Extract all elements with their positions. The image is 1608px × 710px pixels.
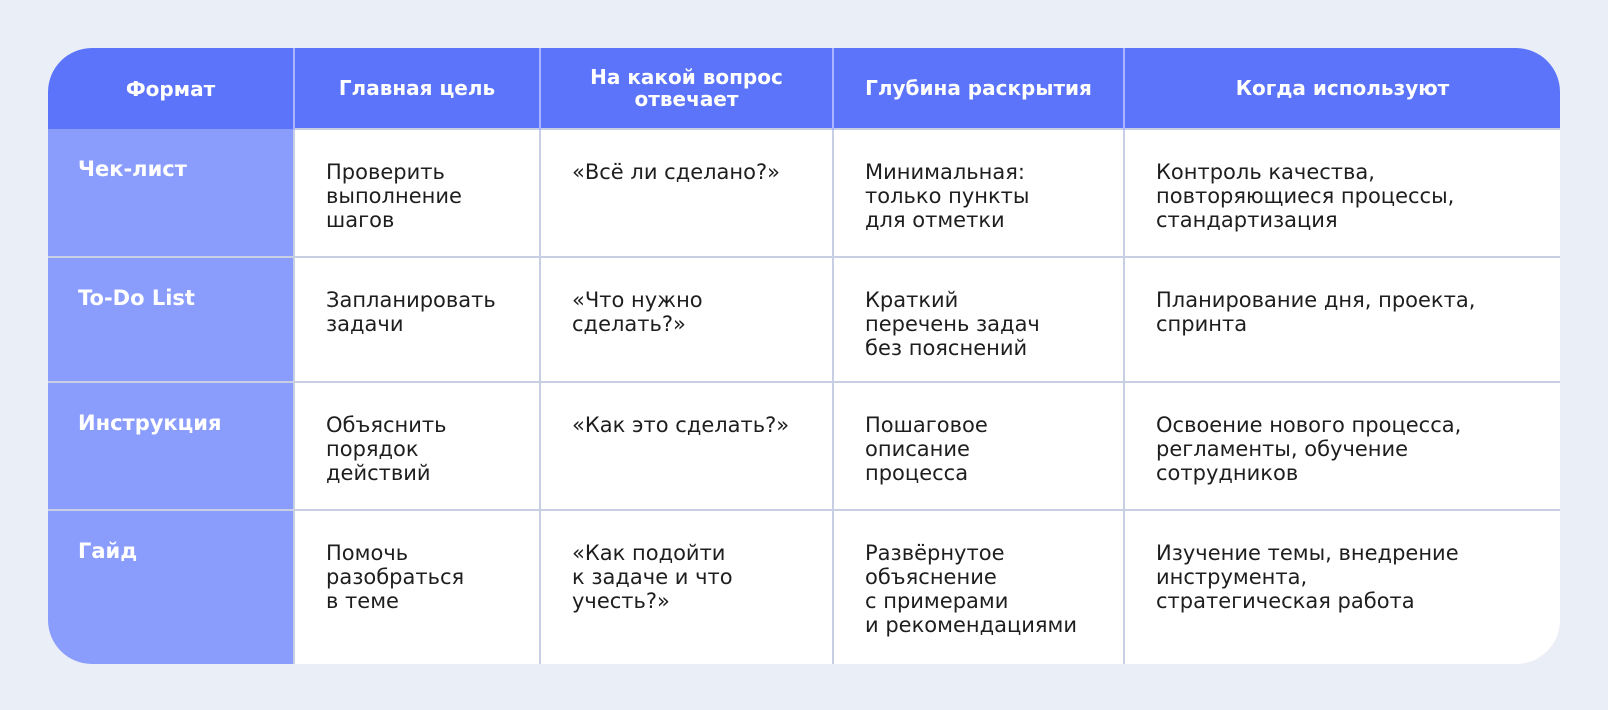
goal-cell: Проверить выполнение шагов [294, 129, 540, 257]
depth-cell: Минимальная: только пункты для отметки [833, 129, 1124, 257]
header-usage: Когда используют [1124, 48, 1560, 129]
header-goal: Главная цель [294, 48, 540, 129]
question-cell: «Как подойти к задаче и что учесть?» [540, 510, 833, 664]
depth-cell: Краткий перечень задач без пояснений [833, 257, 1124, 382]
row-format-cell: Инструкция [48, 382, 294, 510]
header-format: Формат [48, 48, 294, 129]
goal-cell: Помочь разобраться в теме [294, 510, 540, 664]
header-question: На какой вопрос отвечает [540, 48, 833, 129]
goal-cell: Запланировать задачи [294, 257, 540, 382]
question-cell: «Как это сделать?» [540, 382, 833, 510]
usage-cell: Планирование дня, проекта, спринта [1124, 257, 1560, 382]
table-row [48, 129, 1560, 257]
row-format-cell: Чек-лист [48, 129, 294, 257]
question-cell: «Что нужно сделать?» [540, 257, 833, 382]
depth-cell: Развёрнутое объяснение с примерами и рекомендациями [833, 510, 1124, 664]
header-depth: Глубина раскрытия [833, 48, 1124, 129]
comparison-table-card [48, 48, 1560, 664]
usage-cell: Освоение нового процесса, регламенты, обучение сотрудников [1124, 382, 1560, 510]
depth-cell: Пошаговое описание процесса [833, 382, 1124, 510]
format-comparison-table [48, 48, 1560, 664]
usage-cell: Изучение темы, внедрение инструмента, стратегическая работа [1124, 510, 1560, 664]
goal-cell: Объяснить порядок действий [294, 382, 540, 510]
table-row [48, 257, 1560, 382]
question-cell: «Всё ли сделано?» [540, 129, 833, 257]
table-header-row [48, 48, 1560, 129]
usage-cell: Контроль качества, повторяющиеся процессы, стандартизация [1124, 129, 1560, 257]
table-row [48, 510, 1560, 664]
row-format-cell: To-Do List [48, 257, 294, 382]
table-row [48, 382, 1560, 510]
row-format-cell: Гайд [48, 510, 294, 664]
